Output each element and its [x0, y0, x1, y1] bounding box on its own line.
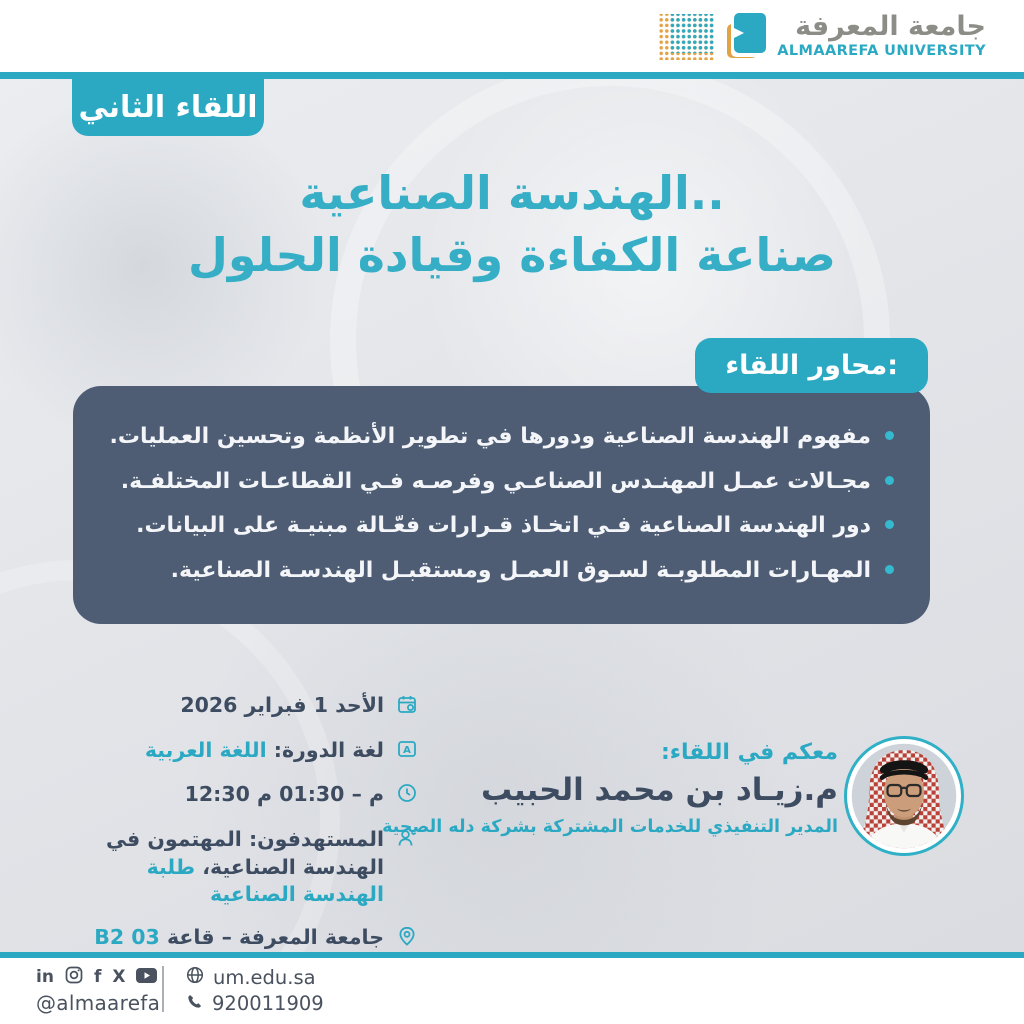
topics-box [73, 386, 930, 624]
audience-row [60, 826, 418, 909]
title-line-2: صناعة الكفاءة وقيادة الحلول [188, 228, 836, 282]
contact-block [186, 964, 324, 1016]
session-badge: اللقاء الثاني [72, 79, 264, 136]
teal-divider [0, 72, 1024, 79]
speaker-name: م.زيـاد بن محمد الحبيب [481, 772, 838, 808]
topic-text: المهـارات المطلوبـة لسـوق العمـل ومستقبـل الهندسـة الصناعية. [170, 558, 871, 584]
date-value: الأحد 1 فبراير 2026 [180, 693, 384, 717]
list-item [103, 467, 894, 497]
location-row [60, 924, 418, 954]
header-band [0, 0, 1024, 72]
linkedin-icon[interactable]: in [36, 967, 54, 987]
phone-icon [186, 992, 203, 1015]
youtube-icon[interactable] [136, 968, 157, 987]
language-label: لغة الدورة: [273, 737, 384, 762]
social-block [36, 966, 160, 1015]
speaker-photo-icon [849, 741, 959, 851]
time-value: 12:30 م – 01:30 م [184, 782, 384, 807]
topics-badge: محاور اللقاء: [695, 338, 928, 393]
footer-bar [0, 958, 1024, 1024]
audience-text [60, 826, 384, 909]
calendar-icon [394, 693, 418, 723]
phone-number[interactable]: 920011909 [212, 991, 324, 1015]
social-handle[interactable]: @almaarefa [36, 991, 161, 1015]
university-logo [659, 10, 986, 62]
title-line-1: الهندسة الصناعية.. [299, 166, 725, 220]
topic-text: دور الهندسة الصناعية فـي اتخـاذ قـرارات فعّـالة مبنيـة على البيانات. [136, 513, 871, 539]
speaker-role: المدير التنفيذي للخدمات المشتركة بشركة دله الصحية [382, 817, 838, 837]
date-row [60, 692, 418, 722]
footer-divider [162, 966, 164, 1012]
logo-english-name: ALMAAREFA UNIVERSITY [777, 43, 986, 60]
topic-text: مفهوم الهندسة الصناعية ودورها في تطوير الأنظمة وتحسين العمليات. [109, 424, 871, 449]
audience-label: المستهدفون: [248, 827, 384, 852]
list-item [103, 422, 894, 452]
language-row: A لغة الدورة: ​ اللغة العربية [60, 737, 418, 767]
svg-text:A: A [403, 744, 411, 756]
list-item [103, 511, 894, 541]
list-item [103, 556, 894, 586]
bullet-dot-icon [885, 476, 894, 485]
website-row [186, 964, 324, 990]
website-link[interactable]: um.edu.sa [213, 965, 316, 989]
location-pin-icon [394, 925, 418, 955]
facebook-icon[interactable]: f [93, 967, 102, 987]
dots-grid-icon [659, 12, 715, 60]
x-icon[interactable]: X [112, 967, 126, 987]
social-icons [36, 966, 160, 988]
time-row [60, 781, 418, 811]
topic-text: مجـالات عمـل المهنـدس الصناعـي وفرصـه فـي القطاعـات المختلفـة. [120, 468, 871, 494]
topics-list [103, 422, 894, 586]
logo-wordmark [777, 13, 986, 59]
location-room: B2 03 [94, 925, 160, 950]
page-title [0, 162, 1024, 286]
location-text: جامعة المعرفة – قاعة [166, 925, 384, 950]
audience-desc: المهتمون في الهندسة الصناعية، [106, 827, 384, 879]
bullet-dot-icon [885, 431, 894, 440]
bullet-dot-icon [885, 565, 894, 574]
bullet-dot-icon [885, 520, 894, 529]
event-details [60, 692, 418, 969]
language-value: اللغة العربية [144, 737, 267, 762]
speaker-block [368, 740, 838, 837]
book-logo-icon [724, 10, 768, 62]
phone-row [186, 990, 324, 1016]
speaker-intro: معكم في اللقاء: [661, 740, 838, 765]
speaker-avatar [844, 736, 964, 856]
globe-icon [186, 966, 204, 989]
instagram-icon[interactable] [65, 966, 83, 988]
logo-arabic-name: جامعة المعرفة [795, 11, 986, 43]
audience-highlight: طلبة الهندسة الصناعية [146, 854, 384, 907]
